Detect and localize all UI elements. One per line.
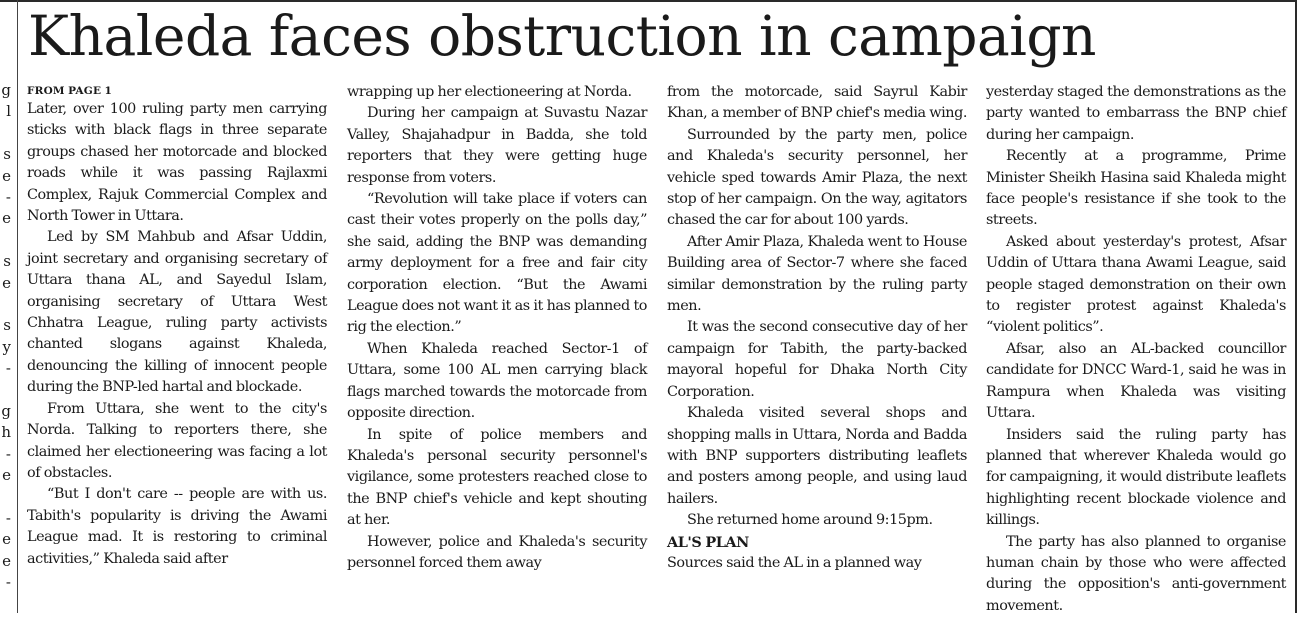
- edge-fragment: [0, 486, 14, 507]
- article-paragraph: from the motorcade, said Sayrul Kabir Khan, a member of BNP chief's media wing.: [667, 84, 967, 122]
- edge-fragment: -: [5, 444, 11, 463]
- article-column-3: [667, 82, 967, 574]
- edge-fragment: g: [1, 401, 11, 420]
- article-paragraph: During her campaign at Suvastu Nazar Valley, Shajahadpur in Badda, she told reporters that they were getting huge response from voters.: [347, 105, 647, 186]
- edge-fragment: [0, 294, 14, 315]
- article-paragraph: However, police and Khaleda's security personnel forced them away: [347, 533, 647, 571]
- article-paragraph: Asked about yesterday's protest, Afsar Uddin of Uttara thana Awami League, said people staged demonstration on their own to register protest against Khaleda's “violent politics”.: [986, 233, 1286, 336]
- article-column-1: [27, 84, 327, 570]
- article-paragraph: Khaleda visited several shops and shopping malls in Uttara, Norda and Badda with BNP supporters distributing leaflets and posters among people, and using laud hailers.: [667, 405, 967, 507]
- edge-fragment: -: [5, 508, 11, 527]
- article-column-2: [347, 82, 647, 574]
- article-paragraph: Recently at a programme, Prime Minister Sheikh Hasina said Khaleda might face people's resistance if she took to the streets.: [986, 148, 1286, 229]
- kicker-from-page-1: FROM PAGE 1: [27, 85, 113, 97]
- article-paragraph: In spite of police members and Khaleda's personal security personnel's vigilance, some protesters reached close to the BNP chief's vehicle and kept shouting at her.: [347, 426, 647, 529]
- edge-fragment: h: [1, 423, 11, 442]
- edge-fragment: e: [2, 209, 11, 228]
- edge-fragment: e: [2, 166, 11, 185]
- article-paragraph: “But I don't care -- people are with us. Tabith's popularity is driving the Awami League mad. It is restoring to criminal activities,” Khaleda said after: [27, 486, 327, 567]
- article-column-4: [986, 82, 1286, 617]
- edge-fragment: -: [5, 359, 11, 378]
- article-paragraph: Sources said the AL in a planned way: [667, 554, 922, 571]
- article-paragraph: “Revolution will take place if voters can cast their votes properly on the polls day,” she said, adding the BNP was demanding army deployment for a free and fair city corporation election. “But the Awami League does not want it as it has planned to rig the election.”: [347, 191, 647, 336]
- article-paragraph: yesterday staged the demonstrations as the party wanted to embarrass the BNP chief during her campaign.: [986, 84, 1286, 143]
- article-paragraph: After Amir Plaza, Khaleda went to House Building area of Sector-7 where she faced similar demonstration by the ruling party men.: [667, 233, 967, 315]
- edge-fragment: s: [3, 252, 11, 271]
- edge-fragment: -: [5, 572, 11, 591]
- article-paragraph: Led by SM Mahbub and Afsar Uddin, joint secretary and organising secretary of Uttara thana AL, and Sayedul Islam, organising secretary of Uttara West Chhatra League, ruling party activists chanted slogans against Khaleda, denouncing the killing of innocent people during the BNP-led hartal and blockade.: [27, 229, 327, 396]
- article-paragraph: wrapping up her electioneering at Norda.: [347, 84, 632, 100]
- article-paragraph: It was the second consecutive day of her campaign for Tabith, the party-backed mayoral hopeful for Dhaka North City Corporation.: [667, 319, 967, 400]
- edge-fragment: l: [6, 102, 11, 121]
- article-paragraph: Afsar, also an AL-backed councillor candidate for DNCC Ward-1, said he was in Rampura when Khaleda was visiting Uttara.: [986, 340, 1286, 422]
- edge-fragment: -: [5, 187, 11, 206]
- article-paragraph: Surrounded by the party men, police and Khaleda's security personnel, her vehicle sped towards Amir Plaza, the next stop of her campaign. On the way, agitators chased the car for about 100 yards.: [667, 126, 967, 229]
- article-paragraph: She returned home around 9:15pm.: [687, 512, 933, 529]
- edge-fragment: s: [3, 316, 11, 335]
- edge-fragment: g: [1, 81, 11, 99]
- adjacent-article-fragment: [0, 80, 14, 593]
- edge-fragment: [0, 379, 14, 400]
- edge-fragment: e: [2, 551, 11, 570]
- article-paragraph: When Khaleda reached Sector-1 of Uttara, some 100 AL men carrying black flags marched towards the motorcade from opposite direction.: [347, 340, 647, 422]
- column-divider-rule: [17, 0, 18, 613]
- article-paragraph: The party has also planned to organise human chain by those who were affected during the opposition's anti-government movement.: [986, 533, 1286, 614]
- edge-fragment: e: [2, 530, 11, 549]
- edge-fragment: [0, 123, 14, 144]
- edge-fragment: e: [2, 466, 11, 485]
- edge-fragment: e: [2, 273, 11, 292]
- article-paragraph: Later, over 100 ruling party men carrying sticks with black flags in three separate groups chased her motorcade and blocked roads while it was passing Rajlaxmi Complex, Rajuk Commercial Complex and North Tower in Uttara.: [27, 101, 327, 225]
- section-subhead: AL'S PLAN: [667, 533, 749, 551]
- headline: Khaleda faces obstruction in campaign: [28, 4, 1096, 68]
- edge-fragment: [0, 230, 14, 251]
- article-paragraph: From Uttara, she went to the city's Norda. Talking to reporters there, she claimed her electioneering was facing a lot of obstacles.: [27, 400, 327, 481]
- edge-fragment: y: [2, 337, 11, 356]
- edge-fragment: s: [3, 145, 11, 164]
- article-paragraph: Insiders said the ruling party has planned that wherever Khaleda would go for campaigning, it would distribute leaflets highlighting recent blockade violence and killings.: [986, 426, 1286, 529]
